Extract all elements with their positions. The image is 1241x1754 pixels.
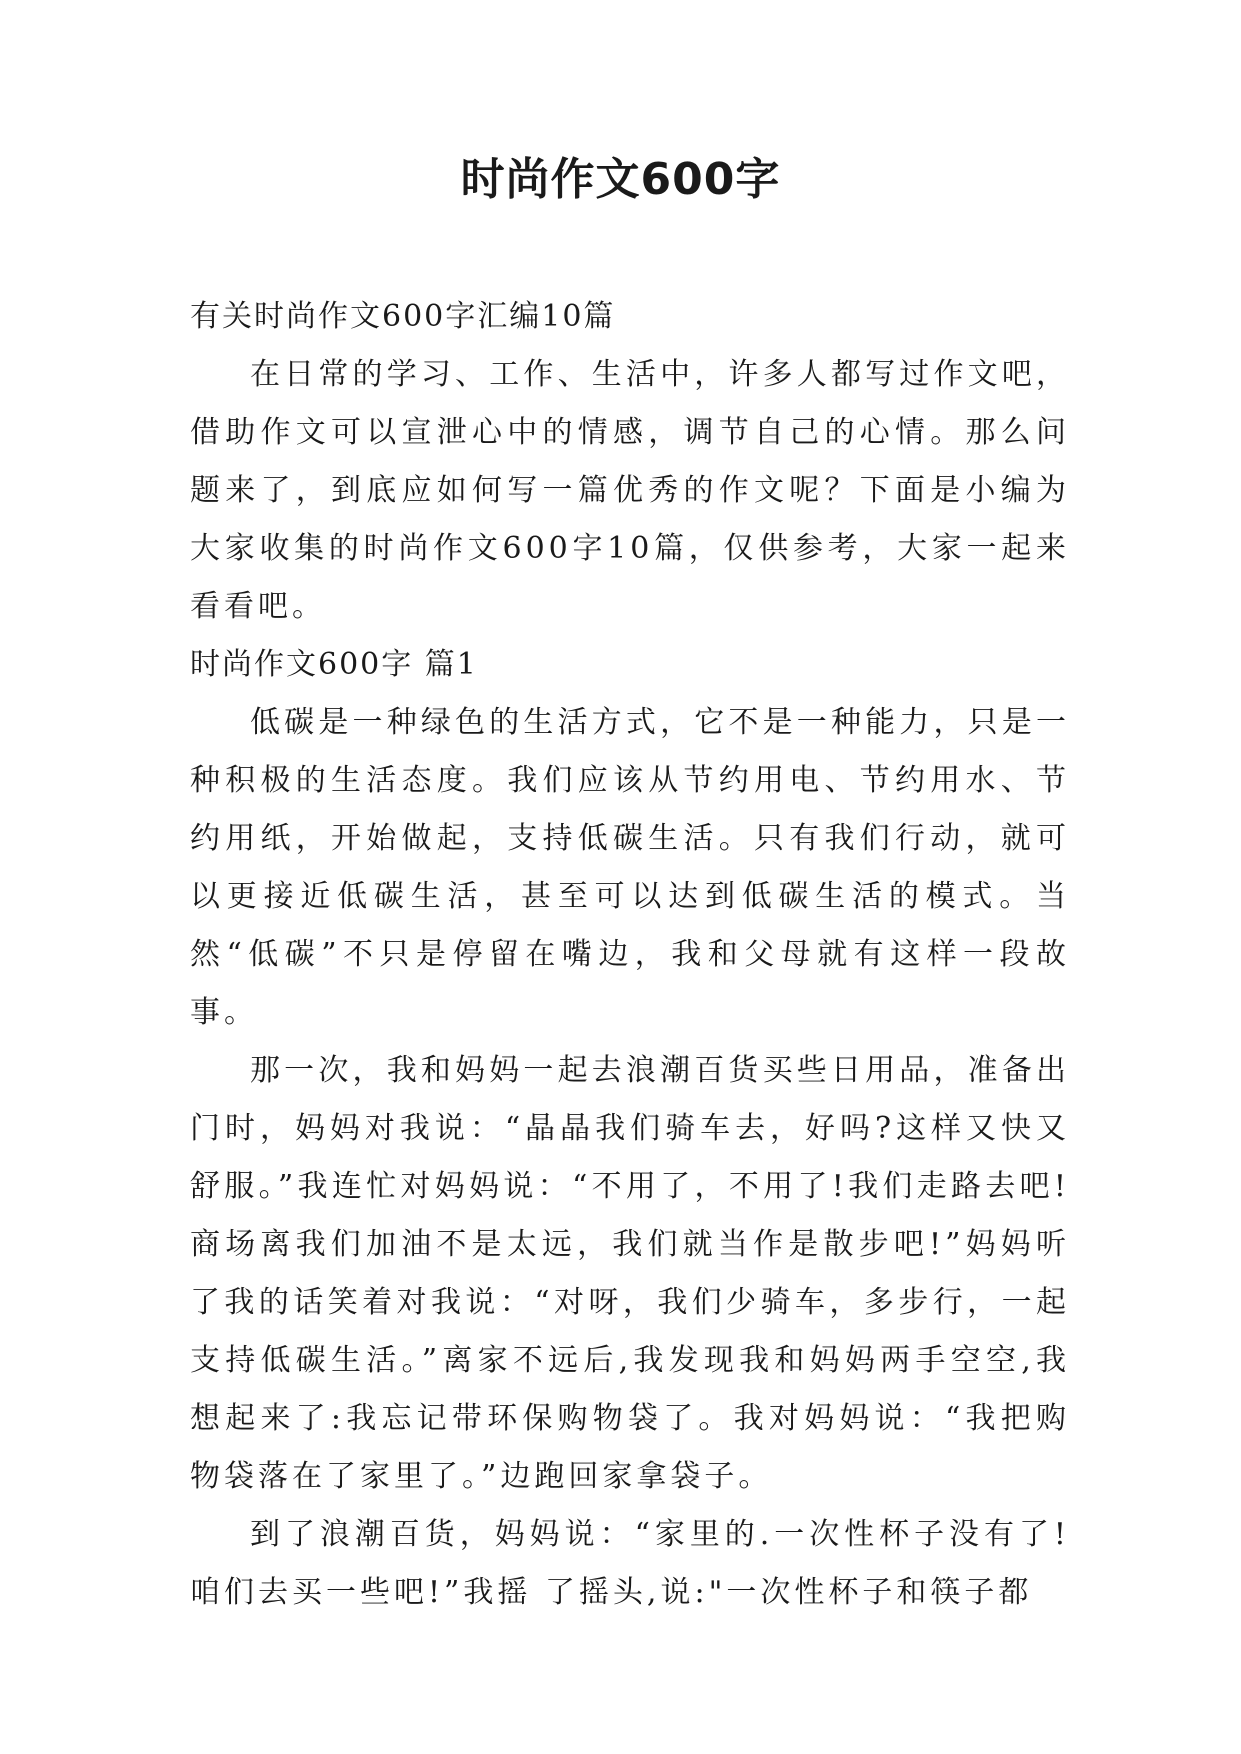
body-paragraph-1: 低碳是一种绿色的生活方式，它不是一种能力，只是一种积极的生活态度。我们应该从节约用电、节约用水、节约用纸，开始做起，支持低碳生活。只有我们行动，就可以更接近低碳生活，甚至可以达到低碳生活的模式。当然“低碳”不只是停留在嘴边，我和父母就有这样一段故事。 bbox=[190, 705, 1070, 1030]
intro-paragraph: 在日常的学习、工作、生活中，许多人都写过作文吧，借助作文可以宣泄心中的情感，调节自己的心情。那么问题来了，到底应如何写一篇优秀的作文呢？下面是小编为大家收集的时尚作文600字10篇，仅供参考，大家一起来看看吧。 bbox=[190, 357, 1070, 624]
document-subtitle: 有关时尚作文600字汇编10篇 bbox=[190, 299, 616, 334]
document-title: 时尚作文600字 bbox=[460, 154, 781, 205]
section-heading: 时尚作文600字 篇1 bbox=[190, 647, 478, 682]
document-body bbox=[190, 288, 1070, 1622]
body-paragraph-3: 到了浪潮百货，妈妈说：“家里的.一次性杯子没有了!咱们去买一些吧!”我摇 了摇头,说:"一次性杯子和筷子都 bbox=[190, 1517, 1070, 1610]
body-paragraph-2: 那一次，我和妈妈一起去浪潮百货买些日用品，准备出门时，妈妈对我说：“晶晶我们骑车去，好吗?这样又快又舒服。”我连忙对妈妈说：“不用了，不用了!我们走路去吧!商场离我们加油不是太远，我们就当作是散步吧!”妈妈听了我的话笑着对我说：“对呀，我们少骑车，多步行，一起支持低碳生活。”离家不远后,我发现我和妈妈两手空空,我想起来了:我忘记带环保购物袋了。我对妈妈说：“我把购物袋落在了家里了。”边跑回家拿袋子。 bbox=[190, 1053, 1070, 1494]
